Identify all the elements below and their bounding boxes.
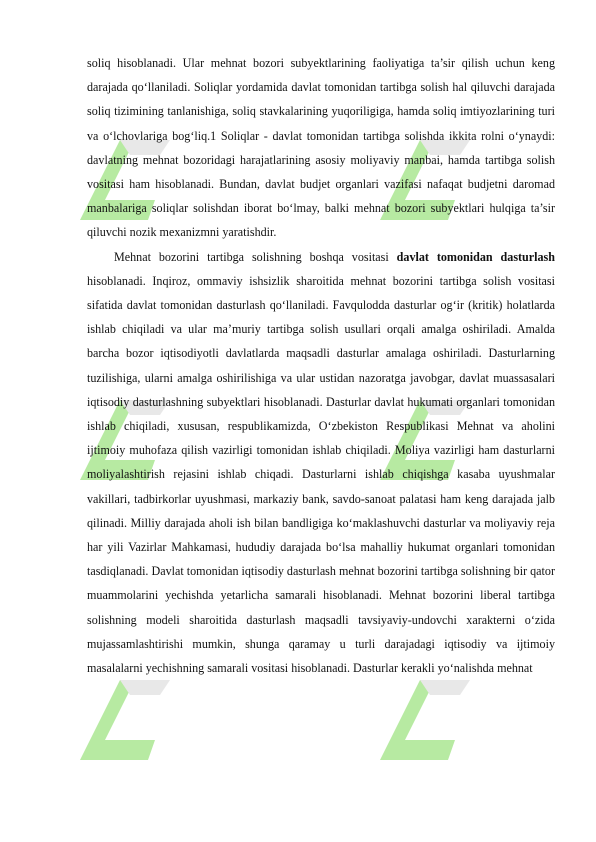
paragraph-2 xyxy=(87,245,555,681)
body-text xyxy=(87,51,555,680)
paragraph-1: soliq hisoblanadi. Ular mehnat bozori subyektlarining faoliyatiga ta’sir qilish uchun keng darajada qo‘llaniladi. Soliqlar yordamida davlat tomonidan tartibga solish hal qiluvchi darajada soliq tizimining tanlanishiga, soliq stavkalarining yuqoriligiga, hamda soliq imtiyozlarining turi va o‘lchovlariga bog‘liq.1 Soliqlar - davlat tomonidan tartibga solishda ikkita rolni o‘ynaydi: davlatning mehnat bozoridagi harajatlarining asosiy moliyaviy manbai, hamda tartibga solish vositasi ham hisoblanadi. Bundan, davlat budjet organlari vazifasi nafaqat budjetni daromad manbalariga soliqlar solishdan iborat bo‘lmay, balki mehnat bozori subyektlari hulqiga ta’sir qiluvchi nozik mexanizmni yaratishdir. xyxy=(87,56,555,240)
paragraph-2-lead: Mehnat bozorini tartibga solishning boshqa vositasi xyxy=(114,249,397,264)
paragraph-2-bold-term: davlat tomonidan dasturlash xyxy=(396,249,555,264)
paragraph-2-rest: hisoblanadi. Inqiroz, ommaviy ishsizlik sharoitida mehnat bozorini tartibga solish vositasi sifatida davlat tomonidan dasturlash qo‘llaniladi. Favqulodda dasturlar og‘ir (kritik) holatlarda ishlab chiqiladi va ular ma’muriy tartibga solish usullari orqali amalga oshiriladi. Amalda barcha bozor iqtisodiyotli davlatlarda maqsadli dasturlar amalaga oshiriladi. Dasturlarning tuzilishiga, ularni amalga oshirilishiga va ular ustidan nazoratga javobgar, davlat muassasalari iqtisodiy dasturlashning subyektlari hisoblanadi. Dasturlar davlat hukumati organlari tomonidan ishlab chiqiladi, xususan, respublikamizda, O‘zbekiston Respublikasi Mehnat va aholini ijtimoiy muhofaza qilish vazirligi tomonidan ishlab chiqiladi. Moliya vazirligi ham dasturlarni moliyalashtirish rejasini ishlab chiqadi. Dasturlarni ishlab chiqishga kasaba uyushmalar vakillari, tadbirkorlar uyushmasi, markaziy bank, savdo-sanoat palatasi ham keng darajada jalb qilinadi. Milliy darajada aholi ish bilan bandligiga ko‘maklashuvchi dasturlar va moliyaviy reja har yili Vazirlar Mahkamasi, hududiy darajada bo‘lsa mahalliy hukumat organlari tomonidan tasdiqlanadi. Davlat tomonidan iqtisodiy dasturlash mehnat bozorini tartibga solishning bir qator muammolarini yechishda yetarlicha samarali hisoblanadi. Mehnat bozorini liberal tartibga solishning modeli sharoitida dasturlash maqsadli tavsiyaviy-undovchi xarakterni o‘zida mujassamlashtirishi mumkin, shunga qaramay u turli darajadagi iqtisodiy va ijtimoiy masalalarni yechishning samarali vositasi hisoblanadi. Dasturlar kerakli yo‘nalishda mehnat xyxy=(87,273,555,676)
